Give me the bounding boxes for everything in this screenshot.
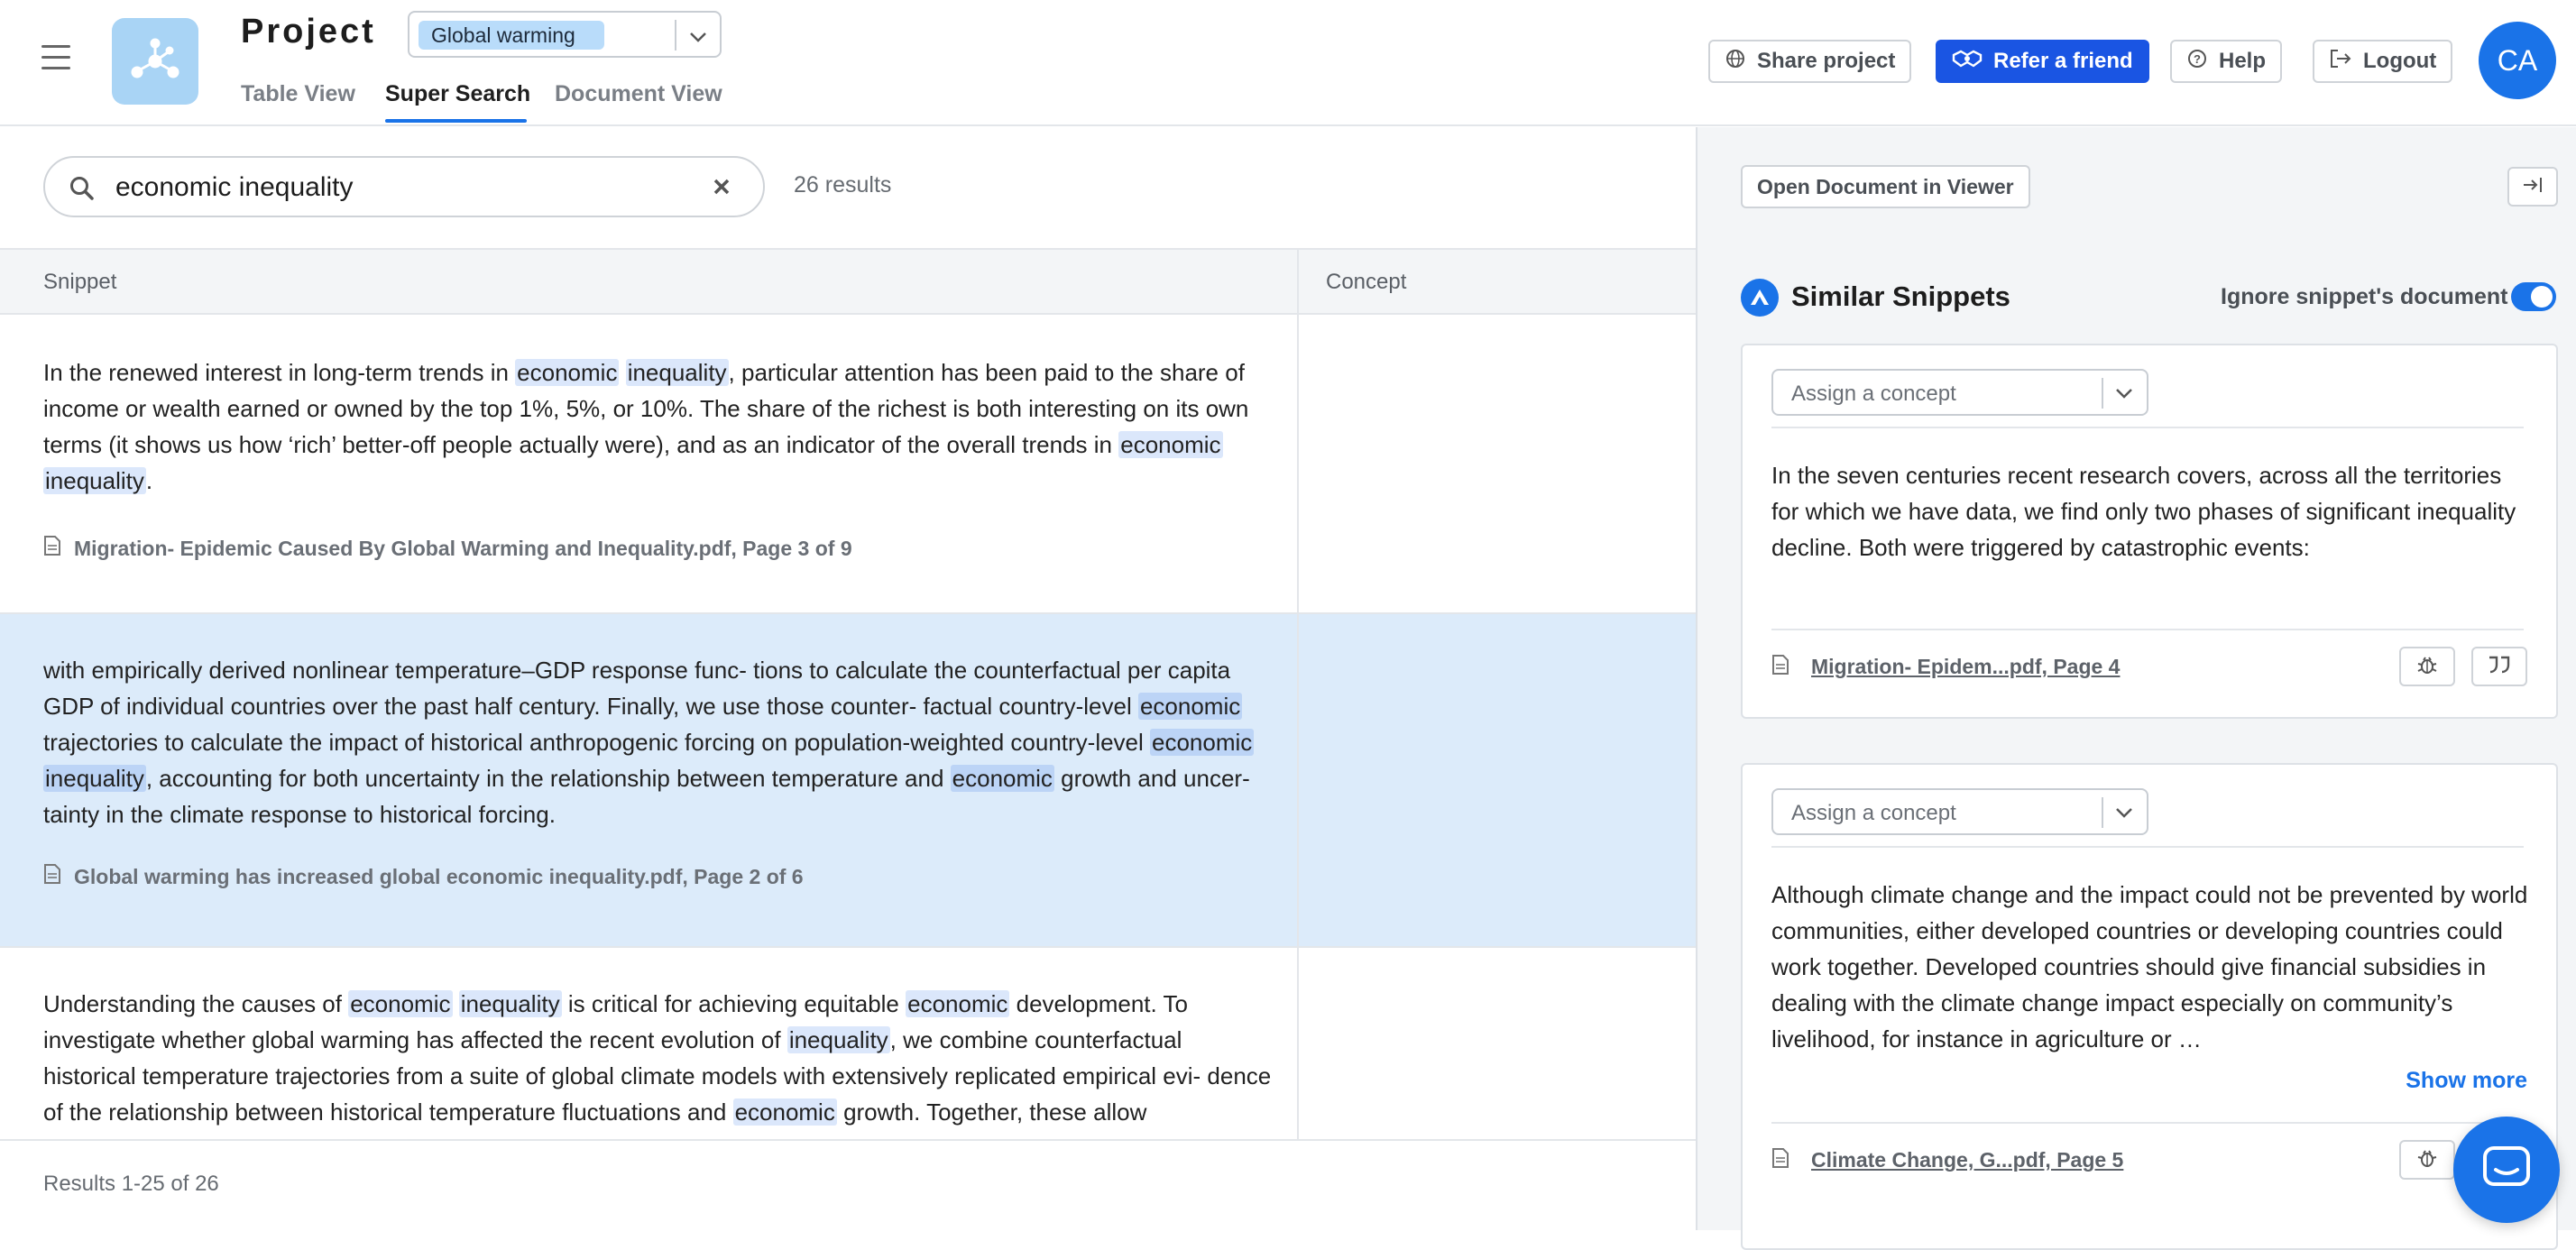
select-divider: [2102, 378, 2103, 409]
refer-friend-label: Refer a friend: [1993, 49, 2133, 73]
chevron-down-icon[interactable]: [685, 24, 711, 54]
search-term-highlight: economic: [350, 990, 451, 1017]
similar-snippet-source-link[interactable]: Climate Change, G...pdf, Page 5: [1811, 1148, 2124, 1172]
report-bug-button[interactable]: [2399, 1140, 2455, 1180]
snippet-text-segment: [619, 359, 625, 386]
similar-snippet-card: [1741, 344, 2558, 719]
card-divider: [1771, 629, 2524, 630]
user-avatar[interactable]: CA: [2479, 22, 2556, 99]
similar-snippets-title: Similar Snippets: [1791, 280, 2010, 312]
project-select-value: Global warming: [419, 21, 604, 50]
snippet-source[interactable]: [43, 535, 852, 562]
search-input[interactable]: [114, 170, 691, 205]
search-term-highlight: economic: [952, 765, 1053, 792]
similar-snippets-icon: [1741, 279, 1779, 317]
document-icon: [43, 535, 61, 562]
snippet-text-segment: , we combine counterfactual historical temperature trajectories from a suite of global climate models with extensively replicated empirical evi- dence of the relationship between historical temperature fluctuations and: [43, 1026, 1272, 1126]
snippet-text-segment: with empirically derived nonlinear temperature–GDP response func- tions to calculate the counterfactual per capita GDP of individual countries over the past half century. Finally, we use those counter- factual country-level: [43, 657, 1231, 720]
snippet-text-segment: , accounting for both uncertainty in the relationship between temperature and: [145, 765, 951, 792]
similar-snippet-source[interactable]: [1771, 1147, 2123, 1173]
snippet-text-segment: development. To investigate whether global warming has affected the recent evolution of: [43, 990, 1188, 1053]
bug-icon: [2415, 653, 2439, 681]
chat-support-button[interactable]: [2453, 1117, 2560, 1223]
column-header-snippet[interactable]: Snippet: [43, 270, 117, 294]
document-icon: [1771, 654, 1789, 680]
similar-snippet-text: Although climate change and the impact could not be prevented by world communities, either developed countries or developing countries could work together. Developed countries should give financial subsidies in dealing with the climate change impact especially on community’s livelihood, for instance in agriculture or …: [1771, 881, 2528, 1052]
results-count: 26 results: [794, 172, 892, 198]
handshake-icon: [1952, 48, 1983, 76]
snippet-text-segment: .: [145, 467, 153, 494]
snippet-text: [43, 986, 1277, 1130]
logout-button[interactable]: [2313, 40, 2452, 83]
active-tab-indicator: [385, 119, 527, 123]
chevron-down-icon[interactable]: [2112, 381, 2136, 409]
snippet-text: [43, 354, 1277, 499]
project-select[interactable]: [408, 11, 722, 58]
snippet-text-segment: growth. Together, these allow: [836, 1098, 1147, 1126]
results-pane: [0, 127, 1696, 1230]
search-term-highlight: inequality: [45, 467, 144, 494]
snippet-text-segment: [453, 990, 459, 1017]
snippet-source-label: Global warming has increased global economic inequality.pdf, Page 2 of 6: [74, 864, 804, 888]
search-icon: [69, 175, 96, 207]
snippet-text-segment: In the renewed interest in long-term trends in: [43, 359, 516, 386]
logout-label: Logout: [2363, 49, 2437, 73]
search-term-highlight: inequality: [627, 359, 727, 386]
select-divider: [2102, 797, 2103, 828]
similar-snippets-panel: [1696, 127, 2576, 1230]
snippet-text-segment: trajectories to calculate the impact of historical anthropogenic forcing on population-weighted country-level: [43, 729, 1151, 756]
snippet-text-segment: Understanding the causes of: [43, 990, 349, 1017]
search-term-highlight: inequality: [45, 765, 144, 792]
snippet-text-segment: growth and uncer- tainty in the climate response to historical forcing.: [43, 765, 1250, 828]
card-divider: [1771, 427, 2524, 428]
search-term-highlight: inequality: [788, 1026, 888, 1053]
ignore-document-label: Ignore snippet's document: [2221, 284, 2508, 309]
card-divider: [1771, 1122, 2524, 1124]
table-header: [0, 248, 1696, 315]
tab-document-view[interactable]: Document View: [555, 81, 722, 106]
help-button[interactable]: [2170, 40, 2282, 83]
top-header: [0, 0, 2576, 126]
chat-icon: [2481, 1144, 2532, 1196]
pagination-bar: [0, 1139, 1696, 1230]
search-term-highlight: economic: [1152, 729, 1253, 756]
search-term-highlight: economic: [517, 359, 618, 386]
help-label: Help: [2219, 49, 2267, 73]
clear-search-icon[interactable]: [709, 174, 734, 204]
bug-icon: [2415, 1146, 2439, 1174]
column-header-concept[interactable]: Concept: [1326, 270, 1407, 294]
column-divider: [1297, 248, 1299, 1150]
share-project-label: Share project: [1757, 49, 1896, 73]
pagination-label: Results 1-25 of 26: [43, 1172, 219, 1196]
ignore-document-toggle[interactable]: [2511, 282, 2556, 311]
assign-concept-placeholder: Assign a concept: [1791, 801, 1956, 825]
snippet-text-segment: is critical for achieving equitable: [561, 990, 906, 1017]
help-icon: [2186, 48, 2208, 76]
assign-concept-placeholder: Assign a concept: [1791, 381, 1956, 406]
project-title: Project: [241, 13, 376, 51]
similar-snippet-source[interactable]: [1771, 654, 2120, 680]
report-bug-button[interactable]: [2399, 647, 2455, 686]
globe-icon: [1725, 48, 1746, 76]
tab-super-search[interactable]: Super Search: [385, 81, 531, 106]
similar-snippet-card: [1741, 763, 2558, 1250]
svg-text:?: ?: [2194, 51, 2201, 66]
quote-icon: [2487, 655, 2512, 679]
collapse-panel-button[interactable]: [2507, 167, 2558, 207]
logout-icon: [2329, 48, 2352, 76]
show-more-link[interactable]: Show more: [2406, 1068, 2527, 1093]
search-term-highlight: inequality: [460, 990, 560, 1017]
search-term-highlight: economic: [734, 1098, 835, 1126]
similar-snippet-source-link[interactable]: Migration- Epidem...pdf, Page 4: [1811, 655, 2121, 678]
assign-concept-select[interactable]: [1771, 369, 2148, 416]
table-row[interactable]: [0, 948, 1696, 1139]
snippet-text-segment: , particular attention has been paid to the share of income or wealth earned or owned by the top 1%, 5%, or 10%. The share of the richest is both interesting on its own terms (it shows us how ‘rich’ better-off people actually were), and as an indicator of the overall trends in: [43, 359, 1249, 458]
search-term-highlight: economic: [1120, 431, 1221, 458]
snippet-source-label: Migration- Epidemic Caused By Global Warming and Inequality.pdf, Page 3 of 9: [74, 536, 852, 560]
document-icon: [1771, 1147, 1789, 1173]
chevron-down-icon[interactable]: [2112, 801, 2136, 829]
card-divider: [1771, 846, 2524, 848]
refer-friend-button[interactable]: [1936, 40, 2149, 83]
collapse-right-icon: [2521, 175, 2544, 199]
assign-concept-select[interactable]: [1771, 788, 2148, 835]
search-box[interactable]: [43, 156, 765, 217]
search-term-highlight: economic: [1139, 693, 1241, 720]
snippet-source[interactable]: [43, 863, 804, 890]
share-project-button[interactable]: [1708, 40, 1911, 83]
hamburger-menu-icon[interactable]: [41, 45, 70, 72]
project-logo-icon: [112, 18, 198, 105]
quote-button[interactable]: [2471, 647, 2527, 686]
similar-snippet-text: In the seven centuries recent research covers, across all the territories for which we have data, we find only two phases of significant inequality decline. Both were triggered by catastrophic events:: [1771, 462, 2516, 561]
table-row-selected[interactable]: [0, 614, 1696, 948]
snippet-text: [43, 652, 1277, 832]
document-icon: [43, 863, 61, 890]
table-row[interactable]: [0, 315, 1696, 614]
open-in-viewer-button[interactable]: Open Document in Viewer: [1741, 165, 2030, 208]
tab-table-view[interactable]: Table View: [241, 81, 355, 106]
search-term-highlight: economic: [907, 990, 1008, 1017]
select-divider: [675, 20, 676, 51]
